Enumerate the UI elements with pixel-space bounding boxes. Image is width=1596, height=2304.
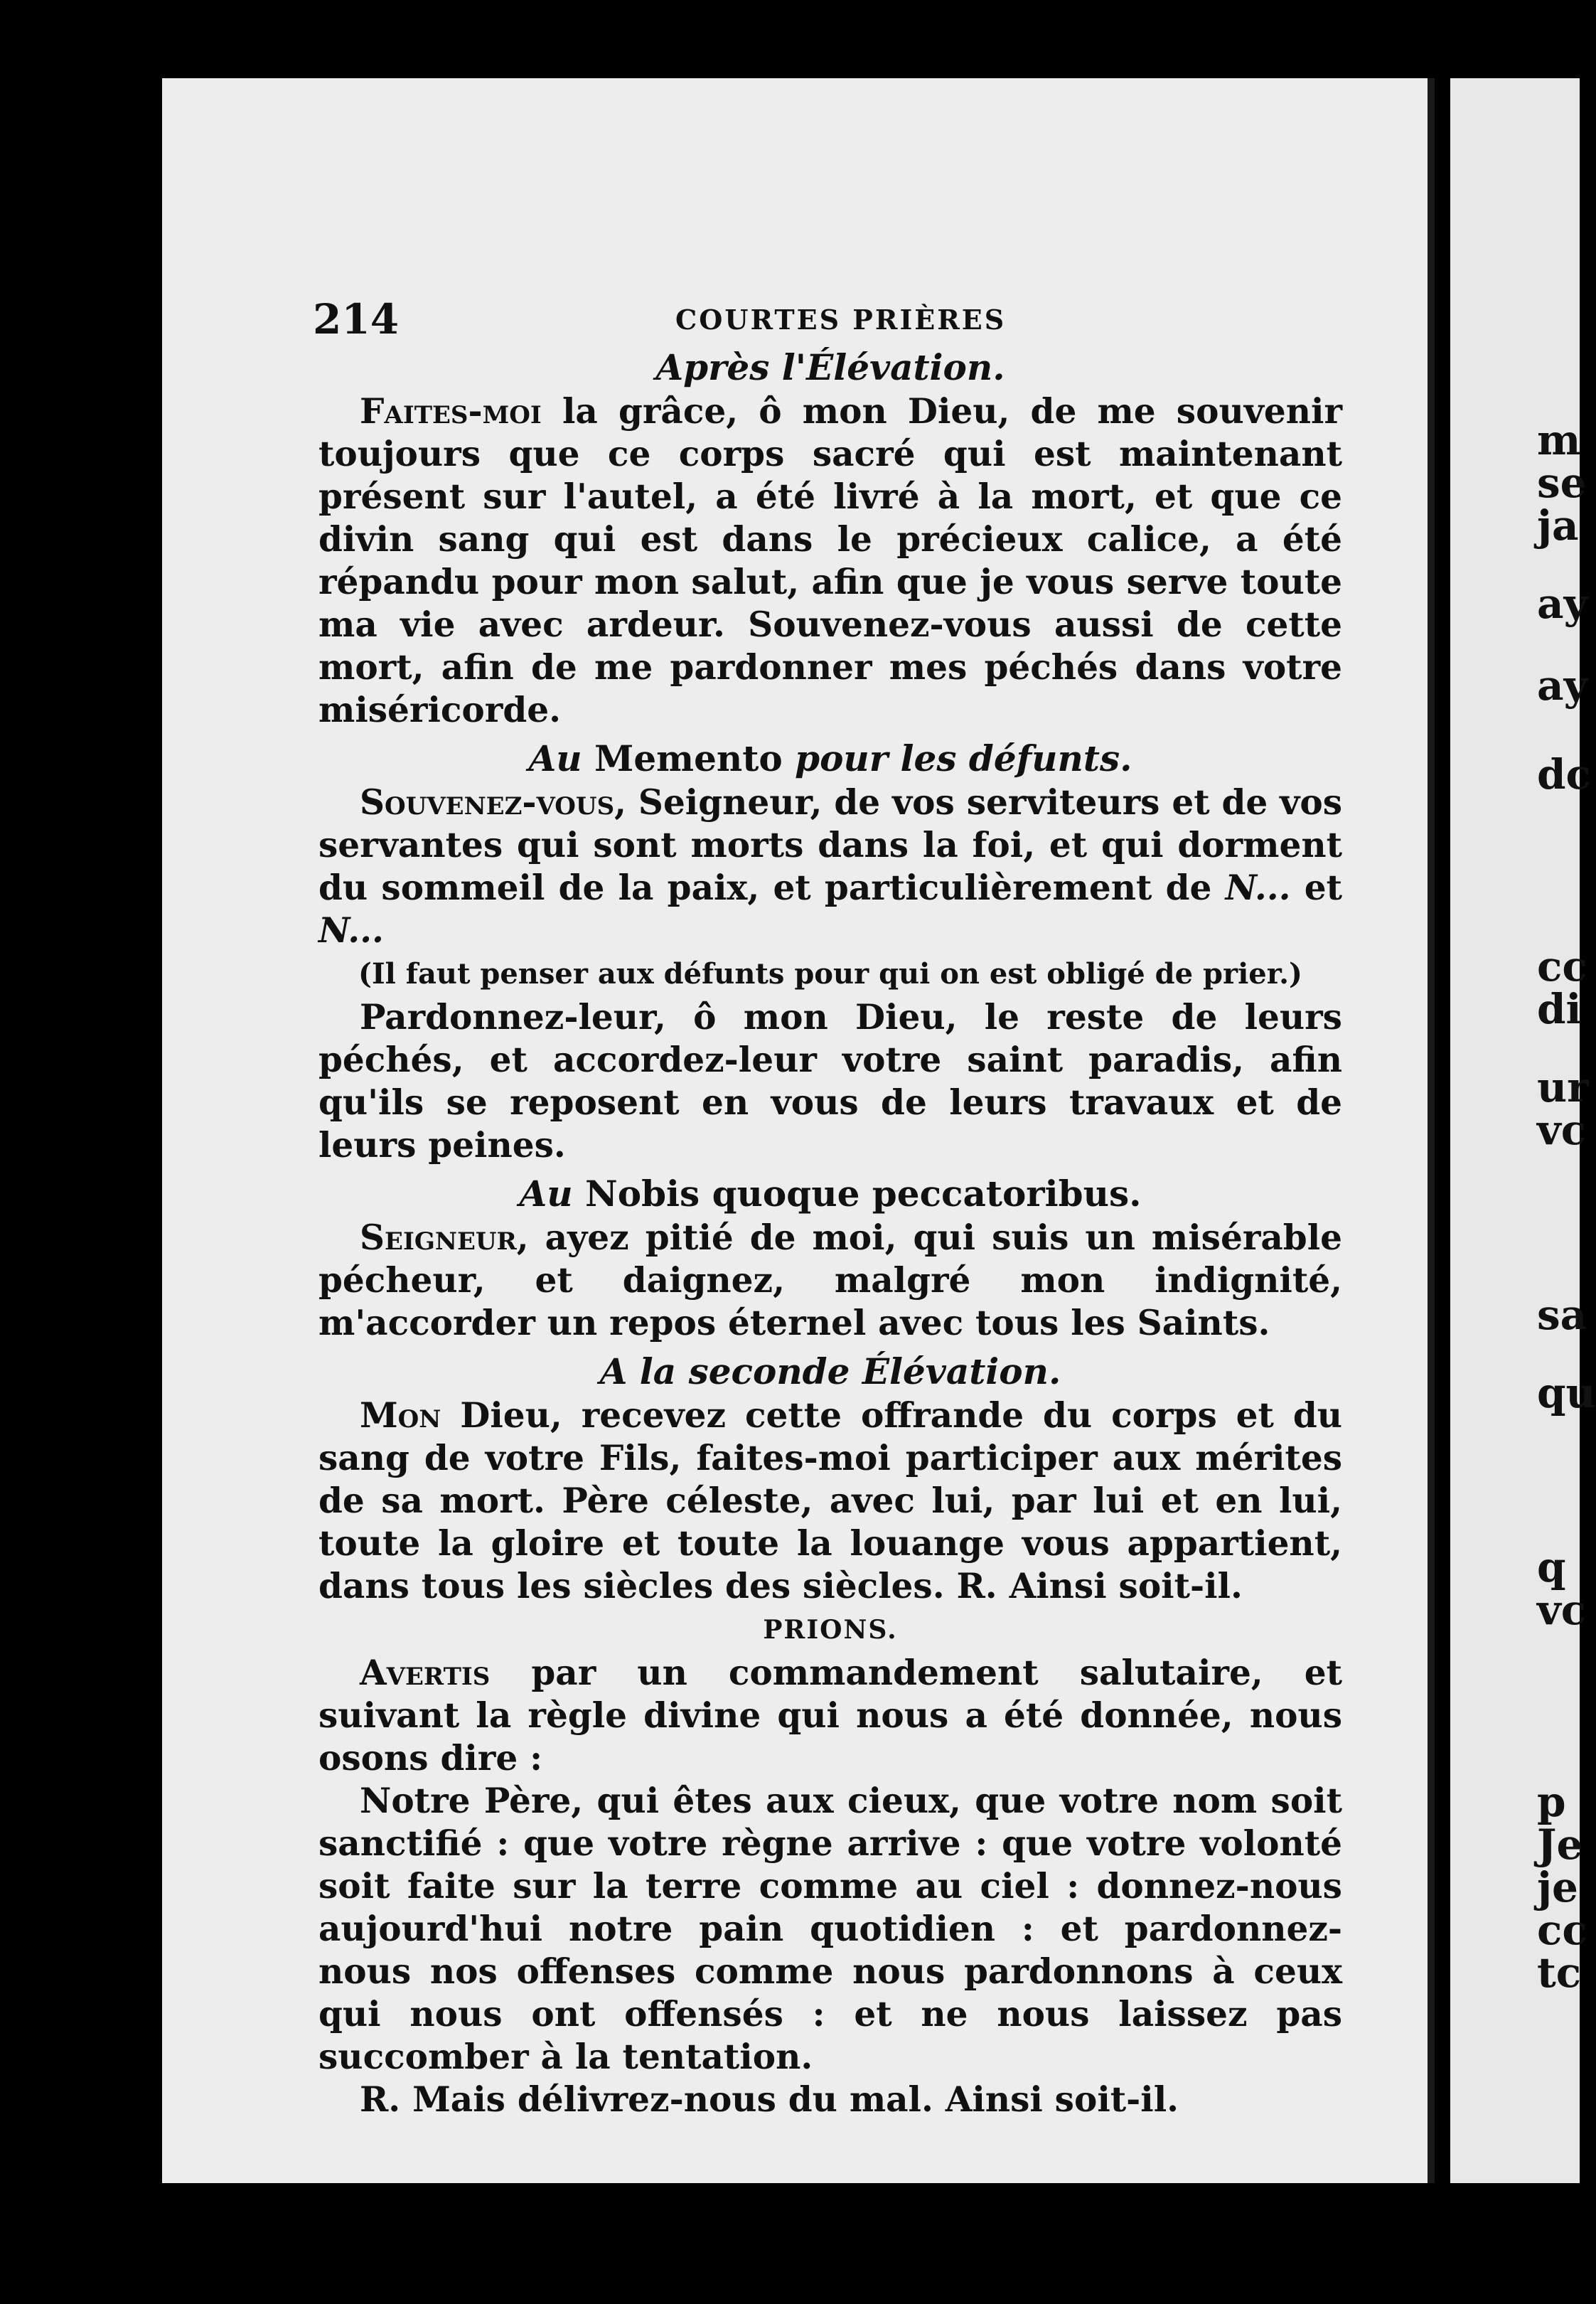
paragraph-text: par un commandement salutaire, et suivant la règle divine qui nous a été donnée, nous osons dire : bbox=[318, 1653, 1342, 1778]
section-title-seconde: A la seconde Élévation. bbox=[599, 1350, 1061, 1392]
adjacent-page-fragment: di bbox=[1537, 985, 1582, 1033]
lead-word: Faites-moi bbox=[360, 391, 542, 432]
title-memento-word: Memento bbox=[582, 737, 796, 779]
title-au: Au bbox=[519, 1173, 573, 1215]
adjacent-page-fragment: je bbox=[1537, 1863, 1578, 1911]
adjacent-page-fragment: vc bbox=[1537, 1586, 1587, 1634]
paragraph-memento-1 bbox=[318, 782, 1342, 952]
response-marker: R. bbox=[956, 1566, 997, 1606]
paragraph-elevation bbox=[318, 390, 1342, 732]
running-title: COURTES PRIÈRES bbox=[675, 304, 1007, 336]
title-rest: pour les défunts. bbox=[795, 737, 1132, 779]
adjacent-page-fragment: tc bbox=[1537, 1948, 1582, 1997]
adjacent-page-fragment: q bbox=[1537, 1543, 1566, 1591]
adjacent-page-fragment: qu bbox=[1537, 1369, 1596, 1417]
adjacent-page-fragment: cc bbox=[1537, 1906, 1587, 1954]
adjacent-page-fragment: ay bbox=[1537, 661, 1588, 710]
adjacent-page-fragment: ur bbox=[1537, 1063, 1589, 1111]
paragraph-seconde bbox=[318, 1394, 1342, 1608]
section-title-elevation: Après l'Élévation. bbox=[655, 346, 1005, 388]
adjacent-page-fragment: vc bbox=[1537, 1106, 1587, 1154]
paragraph-text: Seigneur, de vos serviteurs et de vos servantes qui sont morts dans la foi, et qui dorment du sommeil de la paix, et particulièrement de bbox=[318, 782, 1342, 908]
paragraph-text: la grâce, ô mon Dieu, de me souvenir toujours que ce corps sacré qui est maintenant présent sur l'autel, a été livré à la mort, et que ce divin sang qui est dans le précieux calice, a été répandu pour mon salut, afin que je vous serve toute ma vie avec ardeur. Souvenez-vous aussi de cette mort, afin de me pardonner mes péchés dans votre miséricorde. bbox=[318, 391, 1342, 730]
adjacent-page-fragment: p bbox=[1537, 1778, 1566, 1826]
paragraph-prions-1 bbox=[318, 1652, 1342, 1780]
page-body bbox=[318, 345, 1342, 2121]
title-au: Au bbox=[528, 737, 582, 779]
paragraph-memento-2: Pardonnez-leur, ô mon Dieu, le reste de leurs péchés, et accordez-leur votre saint paradis, afin qu'ils se reposent en vous de leurs travaux et de leurs peines. bbox=[318, 997, 1342, 1166]
section-title-prions: PRIONS. bbox=[763, 1615, 898, 1645]
title-rest: Nobis quoque peccatoribus. bbox=[572, 1173, 1142, 1215]
section-title-nobis bbox=[318, 1171, 1342, 1217]
adjacent-page-fragment: ja bbox=[1537, 501, 1579, 550]
lead-word: Avertis bbox=[360, 1653, 491, 1693]
paragraph-response bbox=[318, 2079, 1342, 2121]
lead-word: Seigneur, bbox=[360, 1217, 529, 1258]
adjacent-page-fragment: sa bbox=[1537, 1291, 1587, 1339]
name-placeholder: N... bbox=[1225, 868, 1291, 908]
adjacent-page-fragment: m bbox=[1537, 416, 1581, 464]
paragraph-text: ayez pitié de moi, qui suis un misérable pécheur, et daignez, malgré mon indignité, m'accorder un repos éternel avec tous les Saints. bbox=[318, 1217, 1342, 1343]
name-placeholder: N... bbox=[318, 910, 384, 951]
adjacent-page-fragment: Je bbox=[1537, 1820, 1583, 1869]
response-marker: R. bbox=[360, 2079, 401, 2120]
adjacent-page-fragment: ay bbox=[1537, 580, 1588, 628]
page-header bbox=[313, 295, 1356, 345]
page-number: 214 bbox=[313, 295, 400, 343]
adjacent-page-fragment: cc bbox=[1537, 942, 1587, 991]
paragraph-text: et bbox=[1290, 868, 1342, 908]
section-title-memento bbox=[318, 736, 1342, 782]
adjacent-page-fragment: se bbox=[1537, 459, 1587, 507]
lead-word: Souvenez-vous, bbox=[360, 782, 627, 823]
rubric-note: (Il faut penser aux défunts pour qui on est obligé de prier.) bbox=[358, 957, 1302, 991]
paragraph-text: Ainsi soit-il. bbox=[997, 1566, 1243, 1606]
adjacent-page-fragment: dc bbox=[1537, 750, 1591, 799]
paragraph-nobis bbox=[318, 1217, 1342, 1345]
adjacent-page-edge bbox=[1450, 78, 1596, 2183]
paragraph-pater: Notre Père, qui êtes aux cieux, que votre nom soit sanctifié : que votre règne arrive : que votre volonté soit faite sur la terre comme au ciel : donnez-nous aujourd'hui notre pain quotidien : et pardonnez-nous nos offenses comme nous pardonnons à ceux qui nous ont offensés : et ne nous laissez pas succomber à la tentation. bbox=[318, 1781, 1342, 2077]
paragraph-text: Dieu, recevez cette offrande du corps et du sang de votre Fils, faites-moi participer aux mérites de sa mort. Père céleste, avec lui, par lui et en lui, toute la gloire et toute la louange vous appartient, dans tous les siècles des siècles. bbox=[318, 1395, 1342, 1606]
lead-word: Mon bbox=[360, 1395, 441, 1436]
paragraph-text: Mais délivrez-nous du mal. Ainsi soit-il. bbox=[400, 2079, 1179, 2120]
